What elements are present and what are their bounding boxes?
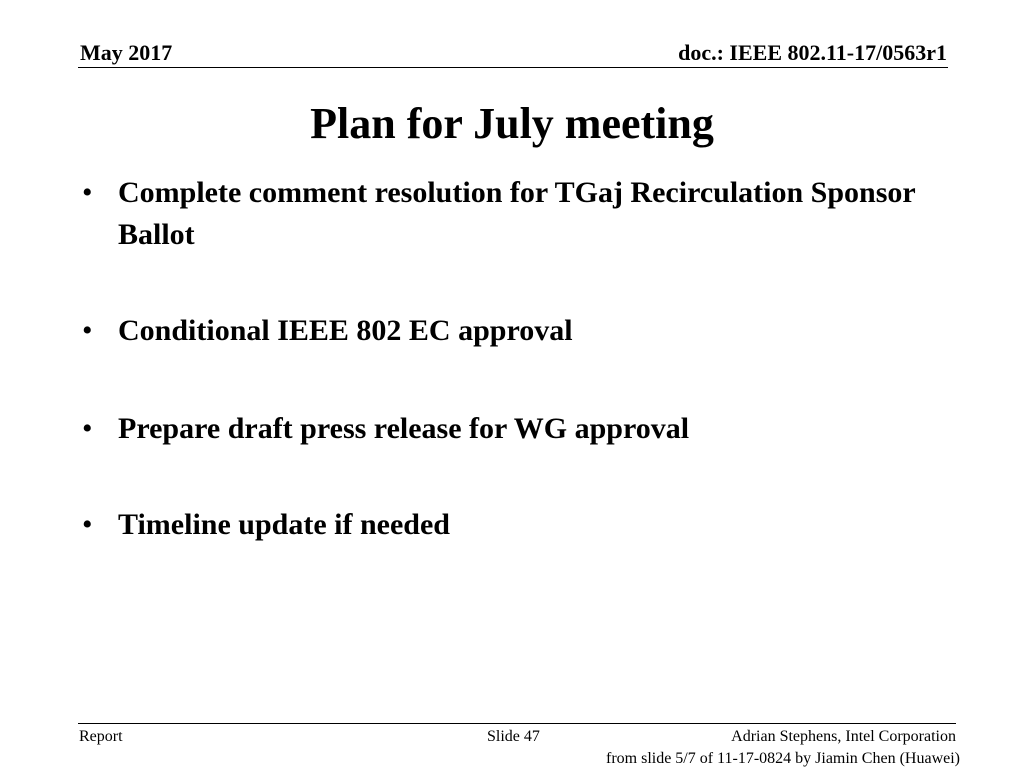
- footer-author: Adrian Stephens, Intel Corporation: [731, 728, 956, 745]
- header-divider: [78, 67, 948, 68]
- header-date: May 2017: [80, 40, 173, 65]
- footer-divider: [78, 723, 956, 724]
- bullet-text: Prepare draft press release for WG approval: [118, 412, 690, 445]
- bullet-text: Conditional IEEE 802 EC approval: [118, 314, 573, 347]
- bullet-item: [80, 310, 940, 352]
- bullet-text: Complete comment resolution for TGaj Recirculation Sponsor Ballot: [118, 176, 916, 251]
- header-doc-id: doc.: IEEE 802.11-17/0563r1: [678, 40, 947, 65]
- bullet-list: [80, 172, 940, 546]
- footer-slide-number: Slide 47: [487, 728, 540, 745]
- bullet-text: Timeline update if needed: [118, 508, 450, 541]
- footer-report-label: Report: [79, 728, 123, 745]
- bullet-item: [80, 408, 940, 450]
- bullet-dot-icon: •: [82, 176, 93, 209]
- bullet-dot-icon: •: [82, 412, 93, 445]
- bullet-item: [80, 504, 940, 546]
- bullet-item: [80, 172, 940, 256]
- slide-title: Plan for July meeting: [310, 99, 714, 148]
- bullet-dot-icon: •: [82, 314, 93, 347]
- bullet-dot-icon: •: [82, 508, 93, 541]
- footer-source-note: from slide 5/7 of 11-17-0824 by Jiamin Chen (Huawei): [605, 750, 960, 767]
